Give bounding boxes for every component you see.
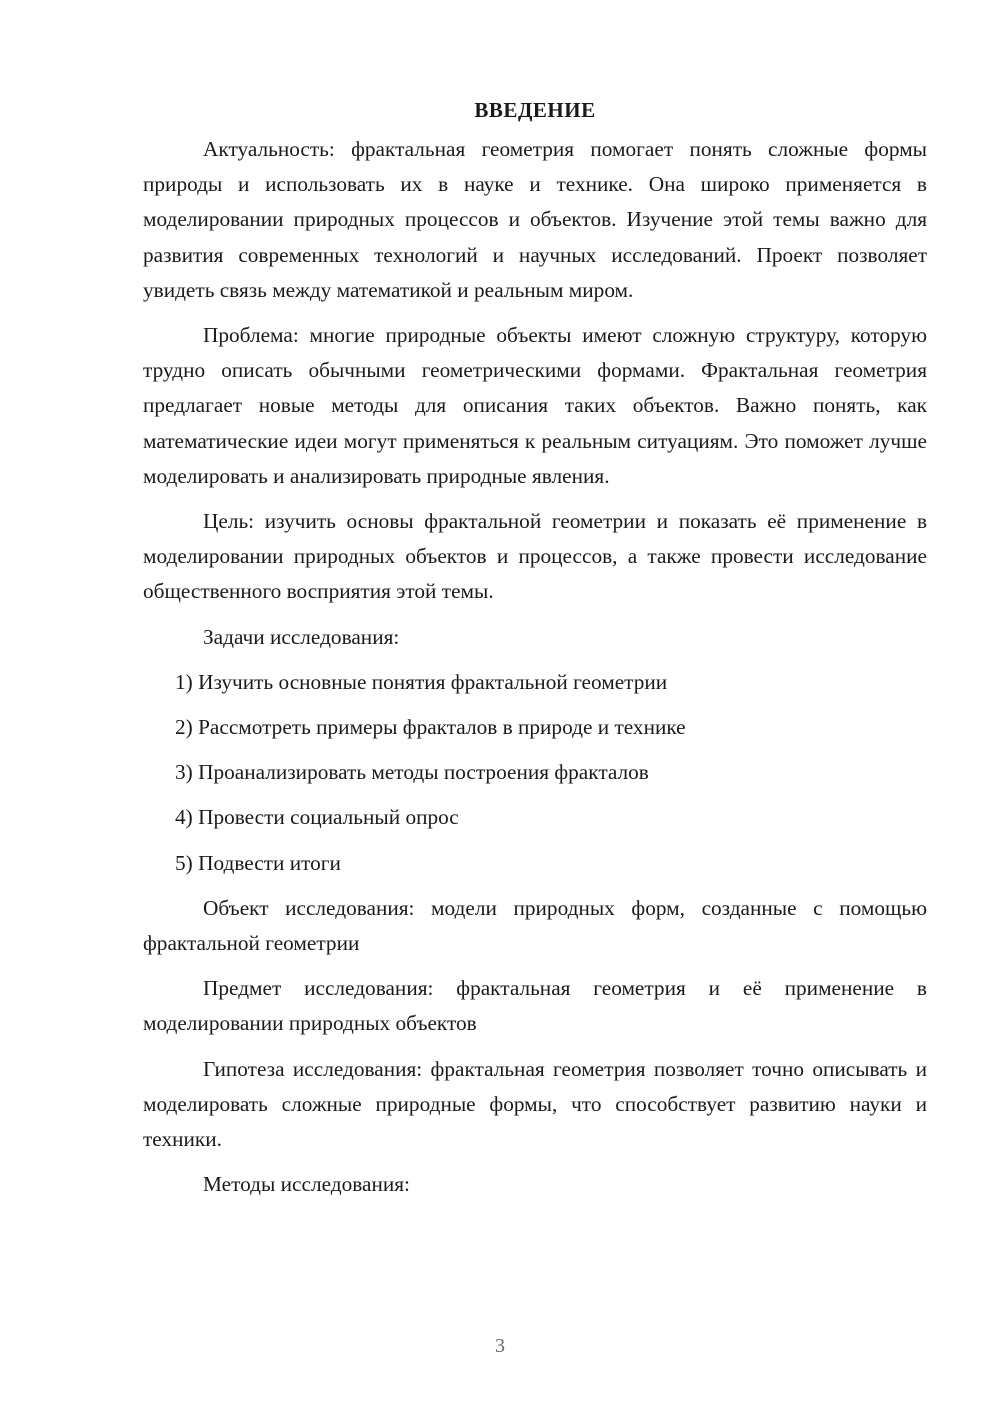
section-heading: ВВЕДЕНИЕ	[474, 98, 596, 122]
subject-paragraph: Предмет исследования: фрактальная геометрия и её применение в моделировании природных объектов	[143, 976, 927, 1036]
hypothesis-paragraph: Гипотеза исследования: фрактальная геометрия позволяет точно описывать и моделировать сложные природные формы, что способствует развитию науки и техники.	[143, 1056, 927, 1152]
object-paragraph: Объект исследования: модели природных форм, созданные с помощью фрактальной геометрии	[143, 895, 927, 956]
list-item: 1) Изучить основные понятия фрактальной геометрии	[175, 669, 668, 694]
page-number: 3	[495, 1335, 505, 1357]
tasks-list	[143, 665, 927, 881]
relevance-paragraph: Актуальность: фрактальная геометрия помогает понять сложные формы природы и использовать их в науке и технике. Она широко применяется в моделировании природных процессов и объектов. Изучение этой темы важно для развития современных технологий и научных исследований. Проект позволяет увидеть связь между математикой и реальным миром.	[143, 137, 927, 302]
goal-paragraph: Цель: изучить основы фрактальной геометрии и показать её применение в моделировании природных объектов и процессов, а также провести исследование общественного восприятия этой темы.	[143, 509, 927, 604]
list-item: 3) Проанализировать методы построения фракталов	[175, 760, 649, 785]
list-item: 5) Подвести итоги	[175, 850, 341, 875]
list-item: 2) Рассмотреть примеры фракталов в природе и технике	[175, 715, 686, 740]
tasks-title: Задачи исследования:	[203, 624, 400, 649]
problem-paragraph: Проблема: многие природные объекты имеют сложную структуру, которую трудно описать обычными геометрическими формами. Фрактальная геометрия предлагает новые методы для описания таких объектов. Важно понять, как математические идеи могут применяться к реальным ситуациям. Это поможет лучше моделировать и анализировать природные явления.	[143, 323, 927, 488]
page-content	[143, 92, 927, 1212]
methods-title: Методы исследования:	[203, 1172, 410, 1197]
list-item: 4) Провести социальный опрос	[175, 805, 459, 830]
